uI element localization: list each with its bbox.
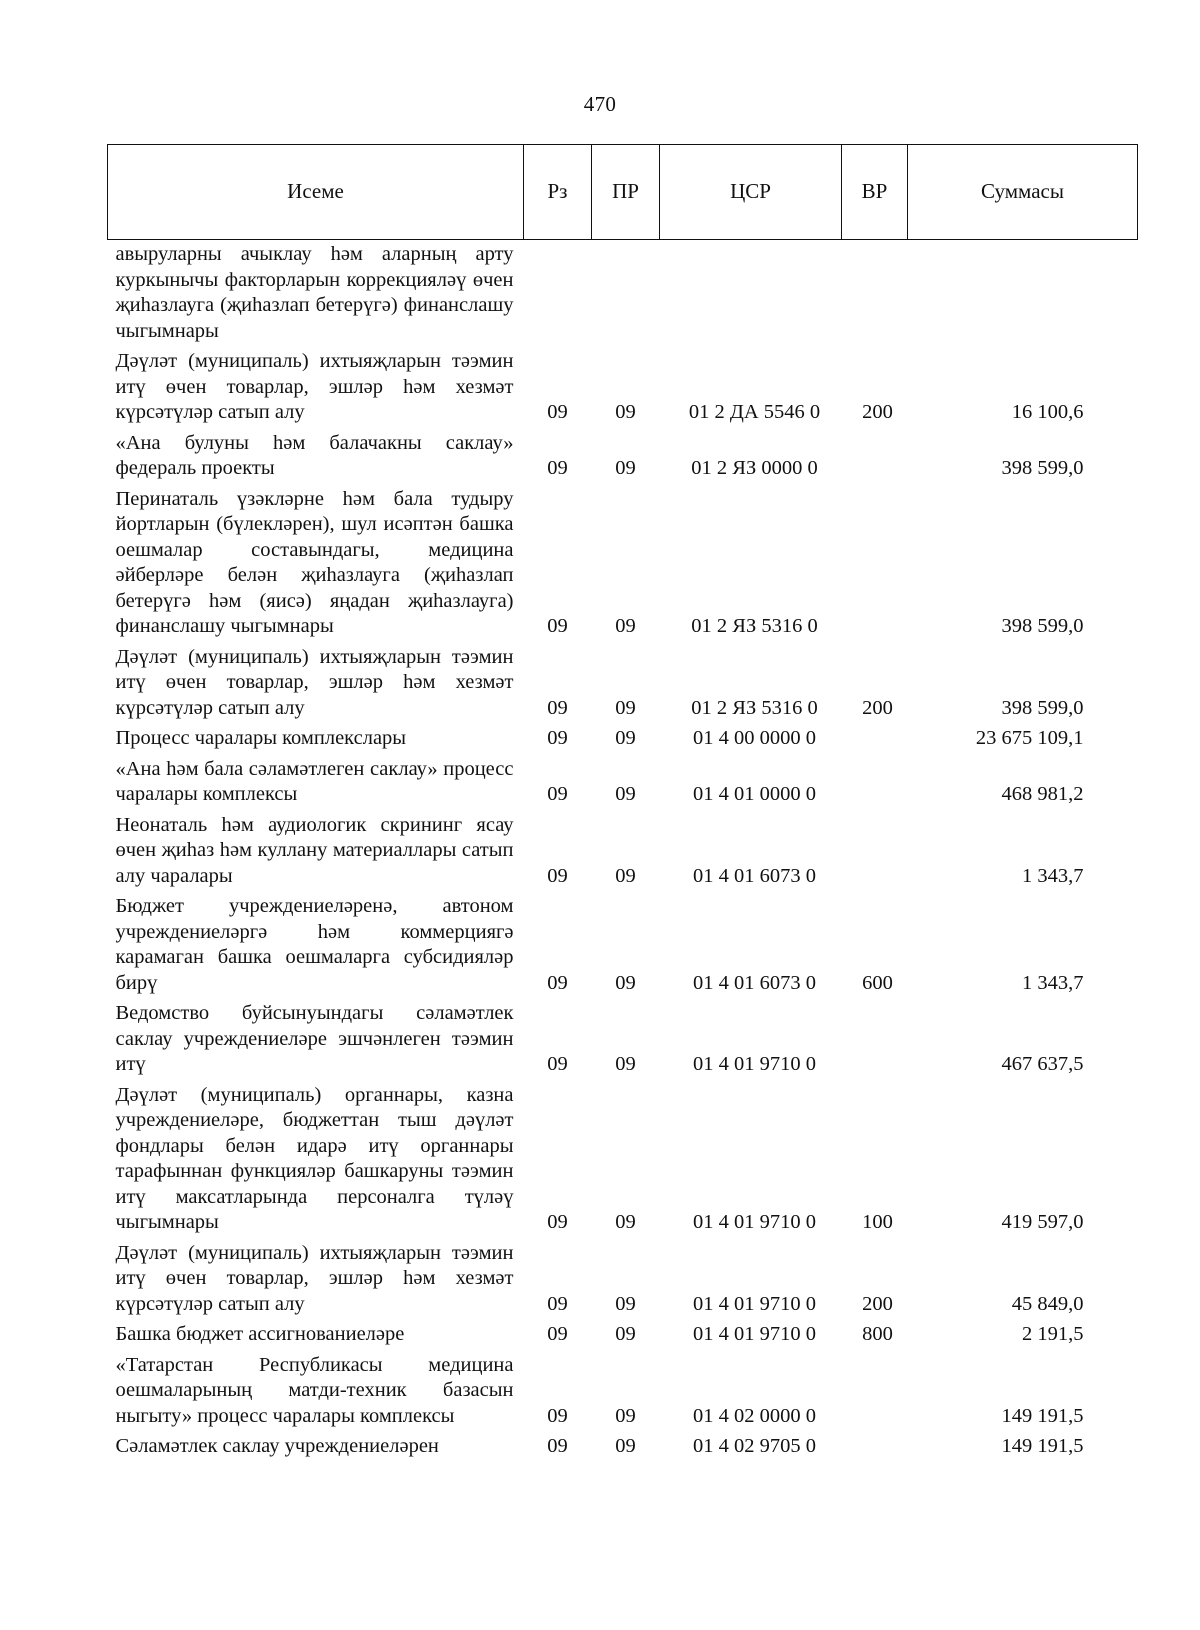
cell-rz: 09 bbox=[547, 1053, 568, 1075]
cell-sum: 45 849,0 bbox=[1011, 1292, 1084, 1315]
cell-sum: 467 637,5 bbox=[1001, 1053, 1084, 1075]
cell-csr: 01 2 ЯЗ 5316 0 bbox=[691, 615, 818, 637]
table-row bbox=[108, 1320, 1138, 1351]
cell-vr bbox=[842, 999, 908, 1081]
cell-sum: 1 343,7 bbox=[1022, 971, 1084, 994]
cell-name: «Ана булуны һәм балачакны саклау» федераль проекты bbox=[115, 431, 514, 479]
table-header bbox=[108, 145, 1138, 240]
cell-vr: 600 bbox=[862, 971, 893, 994]
cell-csr: 01 4 01 9710 0 bbox=[693, 1292, 816, 1315]
cell-csr: 01 4 00 0000 0 bbox=[693, 727, 816, 749]
header-pr: ПР bbox=[592, 145, 660, 240]
cell-sum: 1 343,7 bbox=[1022, 864, 1084, 887]
cell-csr: 01 4 01 6073 0 bbox=[693, 971, 816, 994]
cell-csr: 01 4 01 9710 0 bbox=[693, 1053, 816, 1075]
table-row bbox=[108, 485, 1138, 643]
cell-name: Сәламәтлек саклау учреждениеләрен bbox=[115, 1435, 439, 1457]
table-row bbox=[108, 1351, 1138, 1433]
cell-vr bbox=[842, 811, 908, 893]
cell-rz: 09 bbox=[547, 1323, 568, 1345]
cell-csr bbox=[660, 240, 842, 348]
cell-name: Перинаталь үзәкләрне һәм бала тудыру йортларын (бүлекләрен), шул исәптән башка оешмалар составындагы, медицина әйберләре белән җиһазлауга (җиһазлап бетерүгә һәм (яисә) яңадан җиһазлауга) финанслашу чыгымнары bbox=[115, 487, 514, 637]
table-row bbox=[108, 1432, 1138, 1463]
cell-name: Дәүләт (муниципаль) органнары, казна учреждениеләре, бюджеттан тыш дәүләт фондлары белән идарә итү органнары тарафыннан функцияләр башкаруны тәэмин итү максатларында персоналга түләү чыгымнары bbox=[115, 1083, 514, 1233]
cell-sum: 16 100,6 bbox=[1011, 401, 1084, 423]
table-row bbox=[108, 999, 1138, 1081]
cell-vr: 100 bbox=[862, 1211, 893, 1233]
cell-csr: 01 4 02 9705 0 bbox=[693, 1435, 816, 1457]
table-row bbox=[108, 1239, 1138, 1321]
cell-pr: 09 bbox=[615, 401, 636, 423]
cell-sum: 149 191,5 bbox=[1001, 1404, 1084, 1427]
cell-sum: 2 191,5 bbox=[1022, 1323, 1084, 1345]
cell-sum: 149 191,5 bbox=[1001, 1435, 1084, 1457]
table-row bbox=[108, 811, 1138, 893]
header-vr: ВР bbox=[842, 145, 908, 240]
cell-name: «Ана һәм бала сәламәтлеген саклау» процесс чаралары комплексы bbox=[115, 757, 514, 805]
cell-pr: 09 bbox=[615, 783, 636, 805]
cell-rz: 09 bbox=[547, 864, 568, 887]
cell-csr: 01 2 ЯЗ 5316 0 bbox=[691, 696, 818, 719]
cell-rz: 09 bbox=[547, 1211, 568, 1233]
cell-vr bbox=[842, 429, 908, 485]
cell-name: Ведомство буйсынуындагы сәламәтлек саклау учреждениеләре эшчәнлеген тәэмин итү bbox=[115, 1002, 514, 1075]
cell-pr: 09 bbox=[615, 1292, 636, 1315]
cell-name: авыруларны ачыклау һәм аларның арту куркынычы факторларын коррекцияләү өчен җиһазлауга (җиһазлап бетерүгә) финанслашу чыгымнары bbox=[115, 243, 514, 342]
cell-rz: 09 bbox=[547, 457, 568, 479]
cell-vr: 200 bbox=[862, 401, 893, 423]
cell-pr: 09 bbox=[615, 971, 636, 994]
cell-pr: 09 bbox=[615, 1053, 636, 1075]
cell-vr bbox=[842, 1432, 908, 1463]
cell-pr: 09 bbox=[615, 1211, 636, 1233]
cell-name: «Татарстан Республикасы медицина оешмаларының матди-техник базасын ныгыту» процесс чаралары комплексы bbox=[115, 1353, 514, 1427]
cell-vr bbox=[842, 485, 908, 643]
cell-pr: 09 bbox=[615, 1323, 636, 1345]
cell-pr: 09 bbox=[615, 864, 636, 887]
cell-name: Процесс чаралары комплекслары bbox=[115, 727, 407, 749]
table-row bbox=[108, 240, 1138, 348]
cell-name: Дәүләт (муниципаль) ихтыяҗларын тәэмин итү өчен товарлар, эшләр һәм хезмәт күрсәтүләр сатып алу bbox=[115, 645, 514, 719]
cell-csr: 01 2 ДА 5546 0 bbox=[688, 401, 821, 423]
cell-vr bbox=[842, 240, 908, 348]
cell-rz: 09 bbox=[547, 727, 568, 749]
cell-name: Неонаталь һәм аудиологик скрининг ясау өчен җиһаз һәм куллану материаллары сатып алу чаралары bbox=[115, 813, 514, 887]
table-row bbox=[108, 347, 1138, 429]
cell-pr: 09 bbox=[615, 727, 636, 749]
cell-rz: 09 bbox=[547, 783, 568, 805]
cell-pr: 09 bbox=[615, 615, 636, 637]
table-row bbox=[108, 1081, 1138, 1239]
cell-pr: 09 bbox=[615, 1404, 636, 1427]
header-name: Исеме bbox=[108, 145, 524, 240]
cell-rz: 09 bbox=[547, 1292, 568, 1315]
cell-rz: 09 bbox=[547, 971, 568, 994]
cell-name: Башка бюджет ассигнованиеләре bbox=[115, 1323, 405, 1345]
header-rz: Рз bbox=[524, 145, 592, 240]
page-number: 470 bbox=[583, 92, 617, 116]
cell-csr: 01 4 01 9710 0 bbox=[693, 1323, 816, 1345]
cell-sum: 23 675 109,1 bbox=[975, 727, 1084, 749]
cell-csr: 01 4 02 0000 0 bbox=[693, 1404, 816, 1427]
cell-sum: 398 599,0 bbox=[1001, 457, 1084, 479]
cell-csr: 01 4 01 9710 0 bbox=[693, 1211, 816, 1233]
cell-name: Дәүләт (муниципаль) ихтыяҗларын тәэмин итү өчен товарлар, эшләр һәм хезмәт күрсәтүләр сатып алу bbox=[115, 1241, 514, 1315]
table-row bbox=[108, 643, 1138, 725]
table-row bbox=[108, 724, 1138, 755]
cell-pr bbox=[592, 240, 660, 348]
budget-table bbox=[107, 144, 1138, 1463]
cell-rz: 09 bbox=[547, 696, 568, 719]
cell-vr bbox=[842, 755, 908, 811]
cell-vr bbox=[842, 1351, 908, 1433]
table-row bbox=[108, 429, 1138, 485]
cell-name: Дәүләт (муниципаль) ихтыяҗларын тәэмин итү өчен товарлар, эшләр һәм хезмәт күрсәтүләр сатып алу bbox=[115, 350, 514, 423]
table-body bbox=[108, 240, 1138, 1463]
table-row bbox=[108, 892, 1138, 999]
cell-pr: 09 bbox=[615, 696, 636, 719]
cell-csr: 01 4 01 0000 0 bbox=[693, 783, 816, 805]
cell-pr: 09 bbox=[615, 1435, 636, 1457]
cell-rz: 09 bbox=[547, 1435, 568, 1457]
cell-sum: 419 597,0 bbox=[1001, 1211, 1084, 1233]
cell-rz: 09 bbox=[547, 615, 568, 637]
cell-csr: 01 2 ЯЗ 0000 0 bbox=[691, 457, 818, 479]
cell-rz: 09 bbox=[547, 1404, 568, 1427]
cell-sum bbox=[908, 240, 1138, 348]
cell-sum: 398 599,0 bbox=[1001, 696, 1084, 719]
cell-vr bbox=[842, 724, 908, 755]
cell-pr: 09 bbox=[615, 457, 636, 479]
cell-vr: 200 bbox=[862, 1292, 893, 1315]
cell-csr: 01 4 01 6073 0 bbox=[693, 864, 816, 887]
header-csr: ЦСР bbox=[660, 145, 842, 240]
header-sum: Суммасы bbox=[908, 145, 1138, 240]
cell-sum: 398 599,0 bbox=[1001, 615, 1084, 637]
cell-rz bbox=[524, 240, 592, 348]
cell-sum: 468 981,2 bbox=[1001, 783, 1084, 805]
cell-vr: 200 bbox=[862, 696, 893, 719]
table-row bbox=[108, 755, 1138, 811]
cell-vr: 800 bbox=[862, 1323, 893, 1345]
cell-rz: 09 bbox=[547, 401, 568, 423]
cell-name: Бюджет учреждениеләренә, автоном учреждениеләргә һәм коммерциягә карамаган башка оешмаларга субсидияләр бирү bbox=[115, 895, 514, 994]
